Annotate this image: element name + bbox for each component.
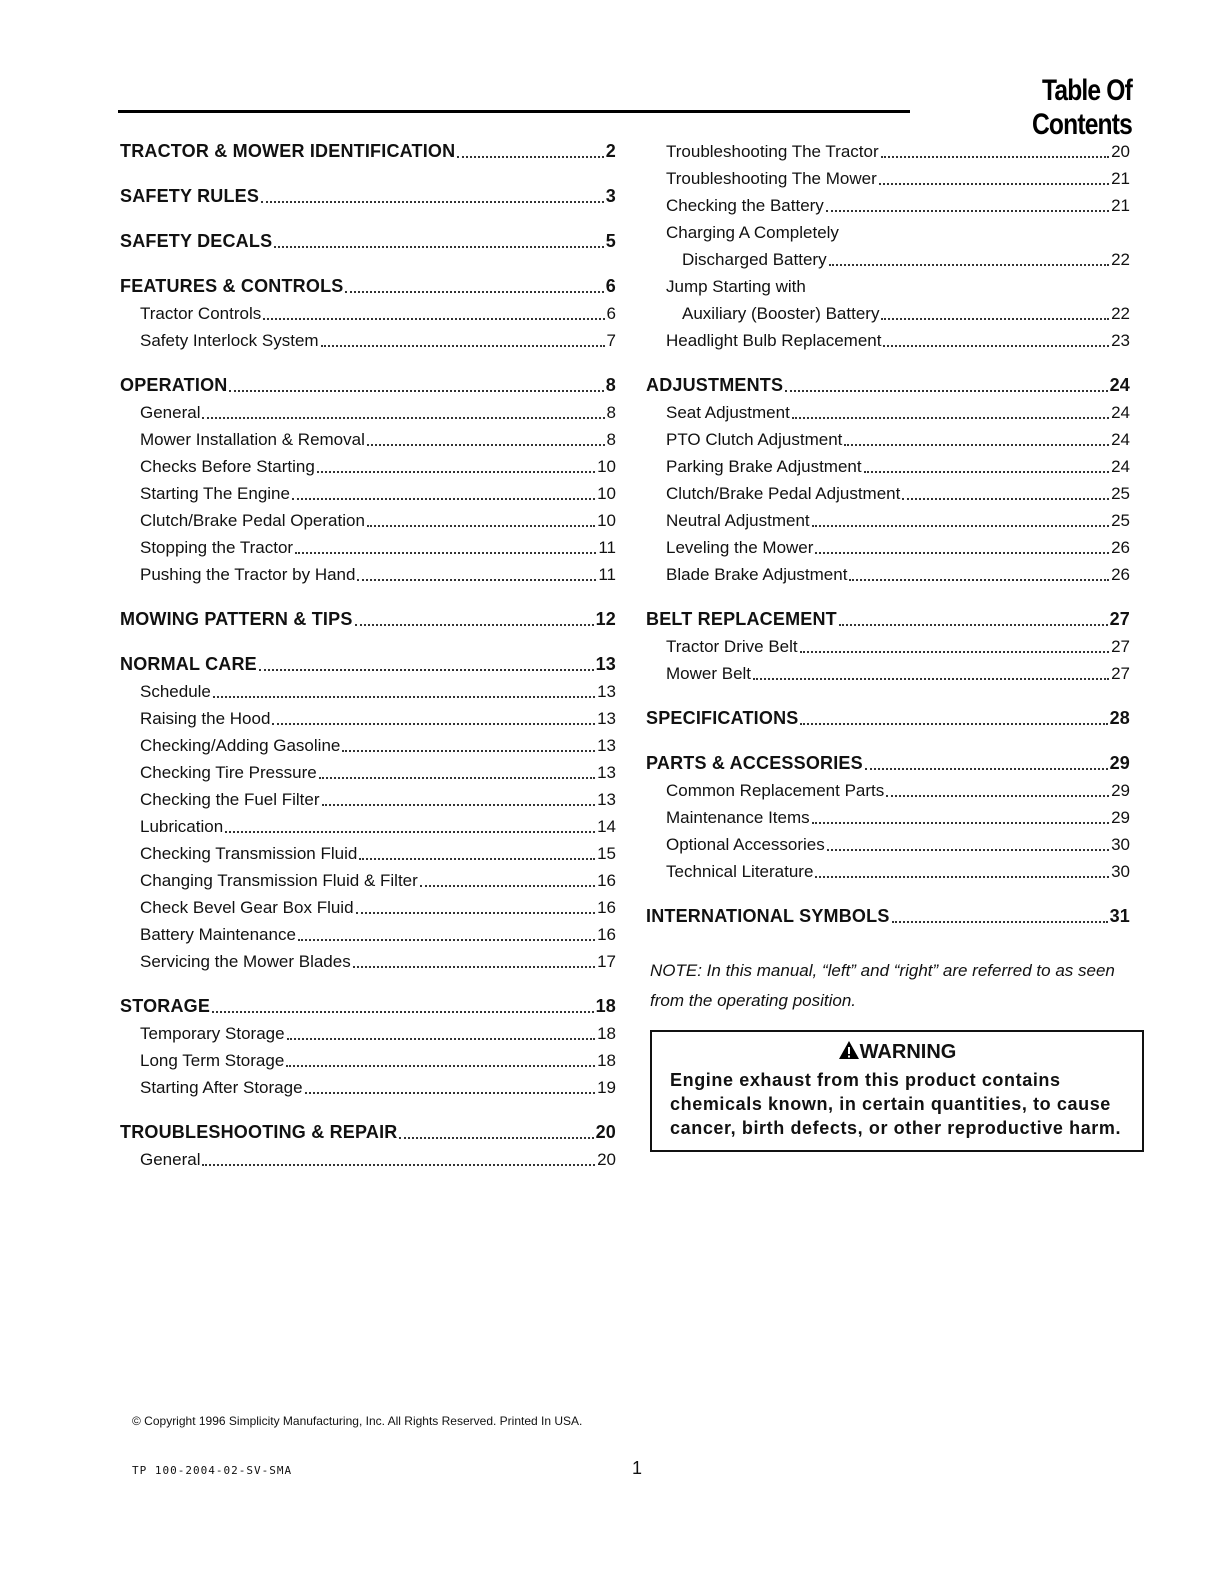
toc-entry-page: 26 xyxy=(1111,565,1130,584)
toc-entry-page: 27 xyxy=(1111,637,1130,656)
dot-leader xyxy=(753,678,1109,680)
toc-subentry[interactable] xyxy=(120,480,616,507)
toc-entry-label: INTERNATIONAL SYMBOLS xyxy=(646,906,890,926)
dot-leader xyxy=(355,624,594,626)
dot-leader xyxy=(321,345,605,347)
dot-leader xyxy=(229,390,603,392)
toc-section-entry[interactable] xyxy=(120,1119,616,1146)
toc-subentry[interactable] xyxy=(646,480,1130,507)
toc-entry-label: Pushing the Tractor by Hand xyxy=(140,565,356,584)
dot-leader xyxy=(353,966,595,968)
toc-entry-page: 16 xyxy=(597,925,616,944)
toc-subentry[interactable] xyxy=(120,867,616,894)
warning-label: WARNING xyxy=(859,1041,957,1063)
toc-entry-page: 26 xyxy=(1111,538,1130,557)
toc-section-entry[interactable] xyxy=(646,750,1130,777)
dot-leader xyxy=(892,921,1108,923)
toc-subentry[interactable] xyxy=(646,507,1130,534)
dot-leader xyxy=(902,498,1109,500)
toc-left-column xyxy=(120,138,616,1173)
toc-entry-label: Checking/Adding Gasoline xyxy=(140,736,341,755)
toc-entry-page: 23 xyxy=(1111,331,1130,350)
toc-spacer xyxy=(120,1101,616,1119)
toc-entry-page: 25 xyxy=(1111,511,1130,530)
toc-entry-label: Tractor Controls xyxy=(140,304,262,323)
toc-section-entry[interactable] xyxy=(120,138,616,165)
dot-leader xyxy=(815,552,1109,554)
toc-subentry[interactable] xyxy=(646,327,1130,354)
toc-entry-label: Starting After Storage xyxy=(140,1078,303,1097)
toc-spacer xyxy=(120,210,616,228)
toc-entry-label: Parking Brake Adjustment xyxy=(666,457,862,476)
toc-entry-label: Neutral Adjustment xyxy=(666,511,810,530)
toc-subentry[interactable] xyxy=(646,399,1130,426)
toc-subentry[interactable] xyxy=(646,534,1130,561)
toc-entry-page: 16 xyxy=(597,898,616,917)
toc-subentry[interactable] xyxy=(646,831,1130,858)
toc-entry-label: Mower Belt xyxy=(666,664,752,683)
toc-entry-label: BELT REPLACEMENT xyxy=(646,609,837,629)
toc-subentry[interactable] xyxy=(646,273,1130,300)
dot-leader xyxy=(849,579,1109,581)
dot-leader xyxy=(812,525,1109,527)
dot-leader xyxy=(367,444,605,446)
toc-spacer xyxy=(646,885,1130,903)
dot-leader xyxy=(263,318,604,320)
toc-entry-page: 27 xyxy=(1111,664,1130,683)
toc-subentry[interactable] xyxy=(120,1074,616,1101)
toc-subentry[interactable] xyxy=(120,840,616,867)
toc-entry-label: Seat Adjustment xyxy=(666,403,790,422)
toc-entry-page: 10 xyxy=(597,484,616,503)
toc-entry-label: Maintenance Items xyxy=(666,808,810,827)
toc-entry-page: 30 xyxy=(1111,835,1130,854)
toc-subentry[interactable] xyxy=(120,705,616,732)
toc-subentry[interactable] xyxy=(646,633,1130,660)
toc-entry-page: 19 xyxy=(597,1078,616,1097)
copyright-notice: © Copyright 1996 Simplicity Manufacturing, Inc. All Rights Reserved. Printed In USA. xyxy=(132,1414,583,1428)
toc-entry-page: 28 xyxy=(1109,708,1130,728)
toc-section-entry[interactable] xyxy=(120,372,616,399)
toc-entry-label: SPECIFICATIONS xyxy=(646,708,799,728)
toc-entry-page: 29 xyxy=(1111,781,1130,800)
toc-entry-label: SAFETY DECALS xyxy=(120,231,273,251)
toc-entry-page: 8 xyxy=(606,403,616,422)
toc-entry-page: 18 xyxy=(595,996,616,1016)
toc-entry-page: 5 xyxy=(605,231,616,251)
dot-leader xyxy=(826,210,1109,212)
toc-entry-label: Changing Transmission Fluid & Filter xyxy=(140,871,418,890)
toc-subentry[interactable] xyxy=(120,786,616,813)
toc-right-column xyxy=(646,138,1130,1152)
toc-entry-page: 21 xyxy=(1111,169,1130,188)
toc-entry-page: 20 xyxy=(595,1122,616,1142)
toc-spacer xyxy=(646,588,1130,606)
toc-entry-page: 21 xyxy=(1111,196,1130,215)
dot-leader xyxy=(356,912,596,914)
dot-leader xyxy=(272,723,595,725)
toc-entry-label: Troubleshooting The Tractor xyxy=(666,142,879,161)
toc-entry-label: Troubleshooting The Mower xyxy=(666,169,877,188)
toc-subentry[interactable] xyxy=(120,813,616,840)
dot-leader xyxy=(881,318,1109,320)
dot-leader xyxy=(274,246,603,248)
toc-subentry[interactable] xyxy=(646,138,1130,165)
toc-subentry[interactable] xyxy=(120,678,616,705)
toc-section-entry[interactable] xyxy=(120,273,616,300)
dot-leader xyxy=(345,291,603,293)
dot-leader xyxy=(322,804,596,806)
toc-spacer xyxy=(120,255,616,273)
toc-entry-label: Checks Before Starting xyxy=(140,457,315,476)
dot-leader xyxy=(812,822,1109,824)
dot-leader xyxy=(287,1038,596,1040)
dot-leader xyxy=(319,777,595,779)
toc-subentry[interactable] xyxy=(646,561,1130,588)
toc-entry-label: Starting The Engine xyxy=(140,484,290,503)
toc-subentry[interactable] xyxy=(646,804,1130,831)
toc-entry-label: SAFETY RULES xyxy=(120,186,260,206)
warning-triangle-icon xyxy=(838,1040,860,1064)
dot-leader xyxy=(367,525,595,527)
toc-subentry[interactable] xyxy=(120,1146,616,1173)
toc-section-entry[interactable] xyxy=(120,651,616,678)
toc-spacer xyxy=(646,687,1130,705)
toc-entry-page: 11 xyxy=(598,538,616,557)
toc-entry-label: ADJUSTMENTS xyxy=(646,375,784,395)
warning-text: Engine exhaust from this product contains chemicals known, in certain quantities, to cause cancer, birth defects, or other reproductive harm. xyxy=(670,1070,1122,1138)
toc-entry-label: Checking the Battery xyxy=(666,196,824,215)
toc-section-entry[interactable] xyxy=(120,228,616,255)
toc-subentry[interactable] xyxy=(646,453,1130,480)
toc-entry-page: 14 xyxy=(597,817,616,836)
toc-entry-label: Blade Brake Adjustment xyxy=(666,565,848,584)
dot-leader xyxy=(815,876,1109,878)
toc-subentry[interactable] xyxy=(120,1047,616,1074)
dot-leader xyxy=(883,345,1109,347)
toc-entry-page: 24 xyxy=(1111,430,1130,449)
dot-leader xyxy=(357,579,596,581)
warning-box xyxy=(650,1030,1144,1152)
toc-subentry[interactable] xyxy=(120,300,616,327)
toc-subentry[interactable] xyxy=(646,858,1130,885)
toc-entry-label: Mower Installation & Removal xyxy=(140,430,365,449)
toc-spacer xyxy=(120,165,616,183)
toc-entry-label: OPERATION xyxy=(120,375,228,395)
toc-entry-label: Tractor Drive Belt xyxy=(666,637,798,656)
dot-leader xyxy=(342,750,595,752)
toc-entry-page: 13 xyxy=(597,790,616,809)
toc-entry-label: Battery Maintenance xyxy=(140,925,296,944)
dot-leader xyxy=(225,831,595,833)
toc-entry-page: 13 xyxy=(597,736,616,755)
toc-section-entry[interactable] xyxy=(646,606,1130,633)
toc-subentry[interactable] xyxy=(120,561,616,588)
toc-entry-label: Safety Interlock System xyxy=(140,331,319,350)
toc-subentry[interactable] xyxy=(646,246,1130,273)
toc-entry-page: 11 xyxy=(598,565,616,584)
toc-entry-page: 20 xyxy=(597,1150,616,1169)
dot-leader xyxy=(792,417,1109,419)
toc-entry-label: Schedule xyxy=(140,682,211,701)
toc-entry-label: PTO Clutch Adjustment xyxy=(666,430,843,449)
toc-entry-label: Common Replacement Parts xyxy=(666,781,885,800)
toc-entry-page: 24 xyxy=(1111,457,1130,476)
toc-entry-page: 24 xyxy=(1109,375,1130,395)
toc-entry-label: Checking the Fuel Filter xyxy=(140,790,320,809)
dot-leader xyxy=(202,417,604,419)
dot-leader xyxy=(202,1164,595,1166)
toc-entry-page: 29 xyxy=(1109,753,1130,773)
toc-entry-page: 22 xyxy=(1111,250,1130,269)
toc-entry-page: 20 xyxy=(1111,142,1130,161)
toc-entry-label: Temporary Storage xyxy=(140,1024,285,1043)
toc-entry-page: 16 xyxy=(597,871,616,890)
dot-leader xyxy=(213,696,595,698)
page-title: Table Of Contents xyxy=(1031,74,1132,141)
dot-leader xyxy=(295,552,596,554)
toc-entry-label: Check Bevel Gear Box Fluid xyxy=(140,898,354,917)
toc-subentry[interactable] xyxy=(120,921,616,948)
document-code: TP 100-2004-02-SV-SMA xyxy=(132,1464,293,1477)
toc-entry-page: 25 xyxy=(1111,484,1130,503)
toc-right-list xyxy=(646,138,1130,930)
toc-spacer xyxy=(646,354,1130,372)
toc-entry-page: 22 xyxy=(1111,304,1130,323)
toc-entry-page: 10 xyxy=(597,511,616,530)
dot-leader xyxy=(292,498,595,500)
toc-subentry[interactable] xyxy=(120,534,616,561)
toc-subentry[interactable] xyxy=(120,399,616,426)
toc-section-entry[interactable] xyxy=(646,372,1130,399)
toc-entry-page: 10 xyxy=(597,457,616,476)
toc-entry-page: 15 xyxy=(597,844,616,863)
toc-subentry[interactable] xyxy=(646,165,1130,192)
toc-subentry[interactable] xyxy=(120,507,616,534)
page-number: 1 xyxy=(632,1458,643,1478)
toc-entry-label: Lubrication xyxy=(140,817,224,836)
dot-leader xyxy=(359,858,595,860)
toc-section-entry[interactable] xyxy=(120,606,616,633)
toc-entry-page: 17 xyxy=(597,952,616,971)
dot-leader xyxy=(212,1011,593,1013)
title-rule xyxy=(118,110,910,113)
dot-leader xyxy=(420,885,595,887)
toc-entry-label: Stopping the Tractor xyxy=(140,538,294,557)
toc-subentry[interactable] xyxy=(646,192,1130,219)
toc-entry-label: Technical Literature xyxy=(666,862,814,881)
toc-entry-page: 13 xyxy=(597,682,616,701)
toc-entry-page: 27 xyxy=(1109,609,1130,629)
dot-leader xyxy=(800,723,1107,725)
toc-section-entry[interactable] xyxy=(646,903,1130,930)
toc-entry-label: Optional Accessories xyxy=(666,835,825,854)
toc-subentry[interactable] xyxy=(120,426,616,453)
dot-leader xyxy=(259,669,594,671)
toc-entry-label: TROUBLESHOOTING & REPAIR xyxy=(120,1122,398,1142)
toc-subentry[interactable] xyxy=(120,759,616,786)
toc-subentry[interactable] xyxy=(646,426,1130,453)
warning-heading xyxy=(670,1040,1124,1064)
toc-subentry[interactable] xyxy=(120,1020,616,1047)
dot-leader xyxy=(865,768,1108,770)
toc-entry-label: Checking Tire Pressure xyxy=(140,763,317,782)
toc-spacer xyxy=(646,732,1130,750)
dot-leader xyxy=(864,471,1109,473)
toc-entry-page: 6 xyxy=(605,276,616,296)
toc-entry-page: 6 xyxy=(606,304,616,323)
dot-leader xyxy=(457,156,603,158)
toc-entry-label: Headlight Bulb Replacement xyxy=(666,331,882,350)
toc-entry-label: MOWING PATTERN & TIPS xyxy=(120,609,353,629)
dot-leader xyxy=(785,390,1107,392)
toc-spacer xyxy=(120,588,616,606)
toc-subentry[interactable] xyxy=(646,219,1130,246)
toc-subentry[interactable] xyxy=(120,327,616,354)
toc-entry-label: PARTS & ACCESSORIES xyxy=(646,753,863,773)
dot-leader xyxy=(881,156,1109,158)
toc-subentry[interactable] xyxy=(120,948,616,975)
dot-leader xyxy=(800,651,1109,653)
toc-subentry[interactable] xyxy=(646,777,1130,804)
toc-section-entry[interactable] xyxy=(120,183,616,210)
dot-leader xyxy=(839,624,1108,626)
toc-entry-label: Checking Transmission Fluid xyxy=(140,844,358,863)
toc-entry-page: 13 xyxy=(597,763,616,782)
dot-leader xyxy=(399,1137,593,1139)
toc-subentry[interactable] xyxy=(120,732,616,759)
dot-leader xyxy=(298,939,595,941)
dot-leader xyxy=(286,1065,595,1067)
dot-leader xyxy=(829,264,1110,266)
dot-leader xyxy=(261,201,604,203)
dot-leader xyxy=(317,471,595,473)
toc-subentry[interactable] xyxy=(646,660,1130,687)
toc-entry-label: FEATURES & CONTROLS xyxy=(120,276,344,296)
toc-entry-page: 30 xyxy=(1111,862,1130,881)
toc-subentry[interactable] xyxy=(120,453,616,480)
toc-entry-page: 29 xyxy=(1111,808,1130,827)
toc-subentry[interactable] xyxy=(646,300,1130,327)
toc-entry-page: 7 xyxy=(606,331,616,350)
dot-leader xyxy=(886,795,1109,797)
orientation-note: NOTE: In this manual, “left” and “right” are referred to as seen from the operating position. xyxy=(650,961,1115,1010)
toc-entry-page: 13 xyxy=(597,709,616,728)
toc-spacer xyxy=(120,975,616,993)
dot-leader xyxy=(844,444,1109,446)
toc-entry-label: Leveling the Mower xyxy=(666,538,814,557)
toc-entry-page: 8 xyxy=(606,430,616,449)
toc-entry-label: Jump Starting with xyxy=(666,277,806,296)
toc-entry-label: STORAGE xyxy=(120,996,211,1016)
dot-leader xyxy=(827,849,1109,851)
toc-entry-label: TRACTOR & MOWER IDENTIFICATION xyxy=(120,141,456,161)
toc-entry-page: 18 xyxy=(597,1051,616,1070)
dot-leader xyxy=(879,183,1109,185)
toc-entry-label: Raising the Hood xyxy=(140,709,271,728)
toc-entry-page: 18 xyxy=(597,1024,616,1043)
toc-entry-label: Long Term Storage xyxy=(140,1051,285,1070)
toc-entry-label: Discharged Battery xyxy=(682,250,827,269)
toc-entry-label: Clutch/Brake Pedal Adjustment xyxy=(666,484,901,503)
toc-entry-label: NORMAL CARE xyxy=(120,654,257,674)
toc-entry-label: General xyxy=(140,403,201,422)
toc-spacer xyxy=(120,354,616,372)
toc-entry-label: General xyxy=(140,1150,201,1169)
toc-entry-page: 3 xyxy=(605,186,616,206)
toc-entry-page: 24 xyxy=(1111,403,1130,422)
toc-entry-label: Clutch/Brake Pedal Operation xyxy=(140,511,365,530)
toc-section-entry[interactable] xyxy=(646,705,1130,732)
toc-entry-page: 12 xyxy=(595,609,616,629)
toc-spacer xyxy=(120,633,616,651)
toc-entry-page: 31 xyxy=(1109,906,1130,926)
toc-entry-label: Servicing the Mower Blades xyxy=(140,952,351,971)
toc-entry-label: Charging A Completely xyxy=(666,223,839,242)
toc-entry-page: 2 xyxy=(605,141,616,161)
toc-entry-label: Auxiliary (Booster) Battery xyxy=(682,304,880,323)
toc-entry-page: 13 xyxy=(595,654,616,674)
toc-section-entry[interactable] xyxy=(120,993,616,1020)
toc-subentry[interactable] xyxy=(120,894,616,921)
toc-entry-page: 8 xyxy=(605,375,616,395)
dot-leader xyxy=(305,1092,596,1094)
